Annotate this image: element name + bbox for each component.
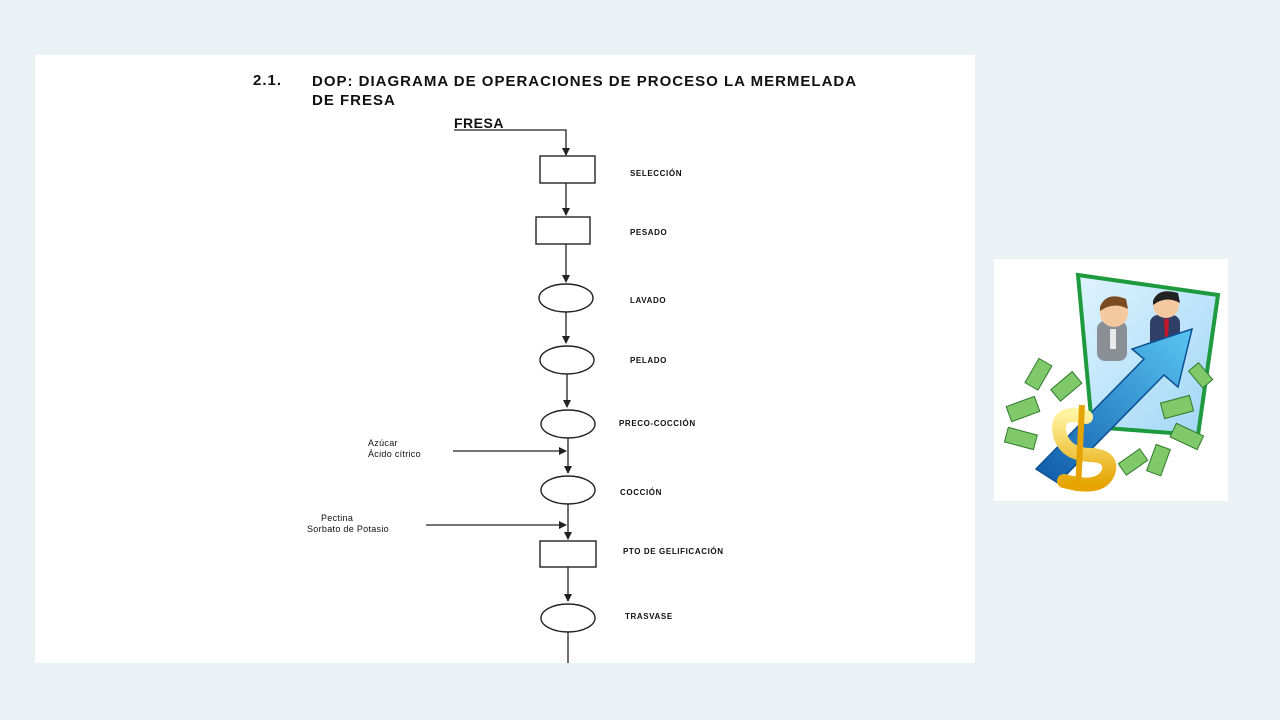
step-label: PELADO <box>630 356 667 365</box>
flow-step-coccion <box>541 476 662 504</box>
flow-step-lavado <box>539 284 666 312</box>
input-line: Ácido cítrico <box>368 449 421 459</box>
flow-step-trasvase <box>541 604 673 632</box>
start-connector <box>454 130 566 155</box>
input-azucar-acido <box>368 438 566 459</box>
step-label: TRASVASE <box>625 612 673 621</box>
input-pectina-sorbato <box>307 513 566 534</box>
input-line: Azúcar <box>368 438 398 448</box>
step-label: LAVADO <box>630 296 667 305</box>
section-number: 2.1. <box>253 72 283 89</box>
flow-step-pesado <box>536 217 667 244</box>
flow-step-pelado <box>540 346 667 374</box>
business-growth-illustration <box>994 259 1228 501</box>
flow-step-preco-coccion <box>541 410 696 438</box>
growth-clipart-image <box>994 259 1228 501</box>
step-label: PRECO-COCCIÓN <box>619 419 696 428</box>
step-label: PTO DE GELIFICACIÓN <box>623 547 724 556</box>
document-panel <box>35 55 975 663</box>
start-material-label: FRESA <box>454 115 504 131</box>
flow-step-pto-gelificacion <box>540 541 724 567</box>
businessman-left-icon <box>1097 296 1128 361</box>
diagram-title: DOP: DIAGRAMA DE OPERACIONES DE PROCESO LA MERMELADA DE FRESA <box>312 73 857 109</box>
input-line: Pectina <box>321 513 354 523</box>
step-label: COCCIÓN <box>620 488 662 497</box>
input-line: Sorbato de Potasio <box>307 524 389 534</box>
step-label: SELECCIÓN <box>630 169 683 178</box>
step-label: PESADO <box>630 228 668 237</box>
process-flow-diagram <box>35 55 975 663</box>
flow-step-seleccion <box>540 156 682 183</box>
